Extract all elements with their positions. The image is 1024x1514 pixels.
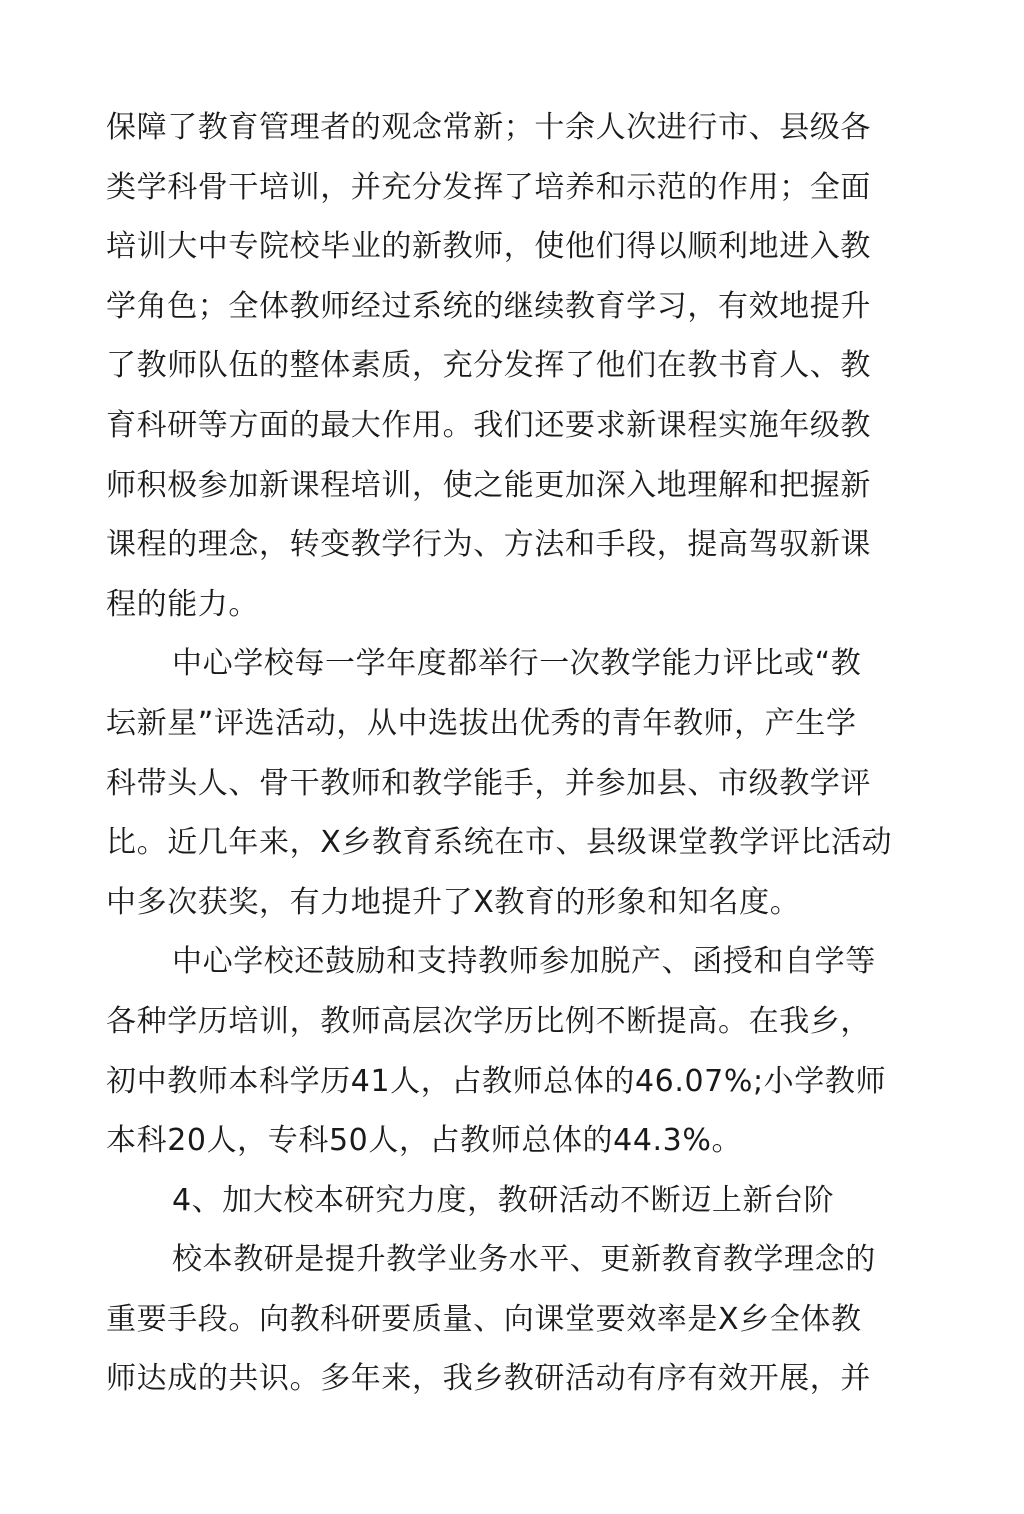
text-line: 师积极参加新课程培训，使之能更加深入地理解和把握新 (106, 467, 871, 503)
text-line: 各种学历培训，教师高层次学历比例不断提高。在我乡， (106, 1003, 871, 1039)
text-line: 课程的理念，转变教学行为、方法和手段，提高驾驭新课 (106, 527, 871, 563)
text-line: 类学科骨干培训，并充分发挥了培养和示范的作用；全面 (106, 169, 871, 205)
text-line: 初中教师本科学历41人，占教师总体的46.07%;小学教师 (106, 1063, 887, 1099)
paragraph-start-line: 校本教研是提升教学业务水平、更新教育教学理念的 (172, 1242, 876, 1278)
body-text (106, 98, 893, 1409)
text-line: 比。近几年来，X乡教育系统在市、县级课堂教学评比活动 (106, 825, 893, 861)
text-line: 程的能力。 (106, 586, 259, 622)
paragraph-start-line: 中心学校每一学年度都举行一次教学能力评比或“教 (172, 646, 862, 682)
text-line: 重要手段。向教科研要质量、向课堂要效率是X乡全体教 (106, 1301, 862, 1337)
text-line: 育科研等方面的最大作用。我们还要求新课程实施年级教 (106, 407, 871, 443)
text-line: 保障了教育管理者的观念常新；十余人次进行市、县级各 (106, 110, 871, 145)
text-line: 中多次获奖，有力地提升了X教育的形象和知名度。 (106, 884, 801, 920)
text-line: 学角色；全体教师经过系统的继续教育学习，有效地提升 (106, 288, 871, 324)
paragraph-start-line: 中心学校还鼓励和支持教师参加脱产、函授和自学等 (172, 944, 876, 980)
text-line: 培训大中专院校毕业的新教师，使他们得以顺利地进入教 (106, 229, 871, 265)
text-line: 坛新星”评选活动，从中选拔出优秀的青年教师，产生学 (106, 705, 857, 741)
text-line: 师达成的共识。多年来，我乡教研活动有序有效开展，并 (106, 1361, 871, 1397)
text-line: 了教师队伍的整体素质，充分发挥了他们在教书育人、教 (106, 348, 871, 384)
text-line: 科带头人、骨干教师和教学能手，并参加县、市级教学评 (106, 765, 871, 801)
section-heading: 4、加大校本研究力度，教研活动不断迈上新台阶 (172, 1182, 835, 1218)
text-line: 本科20人，专科50人，占教师总体的44.3%。 (106, 1123, 743, 1159)
